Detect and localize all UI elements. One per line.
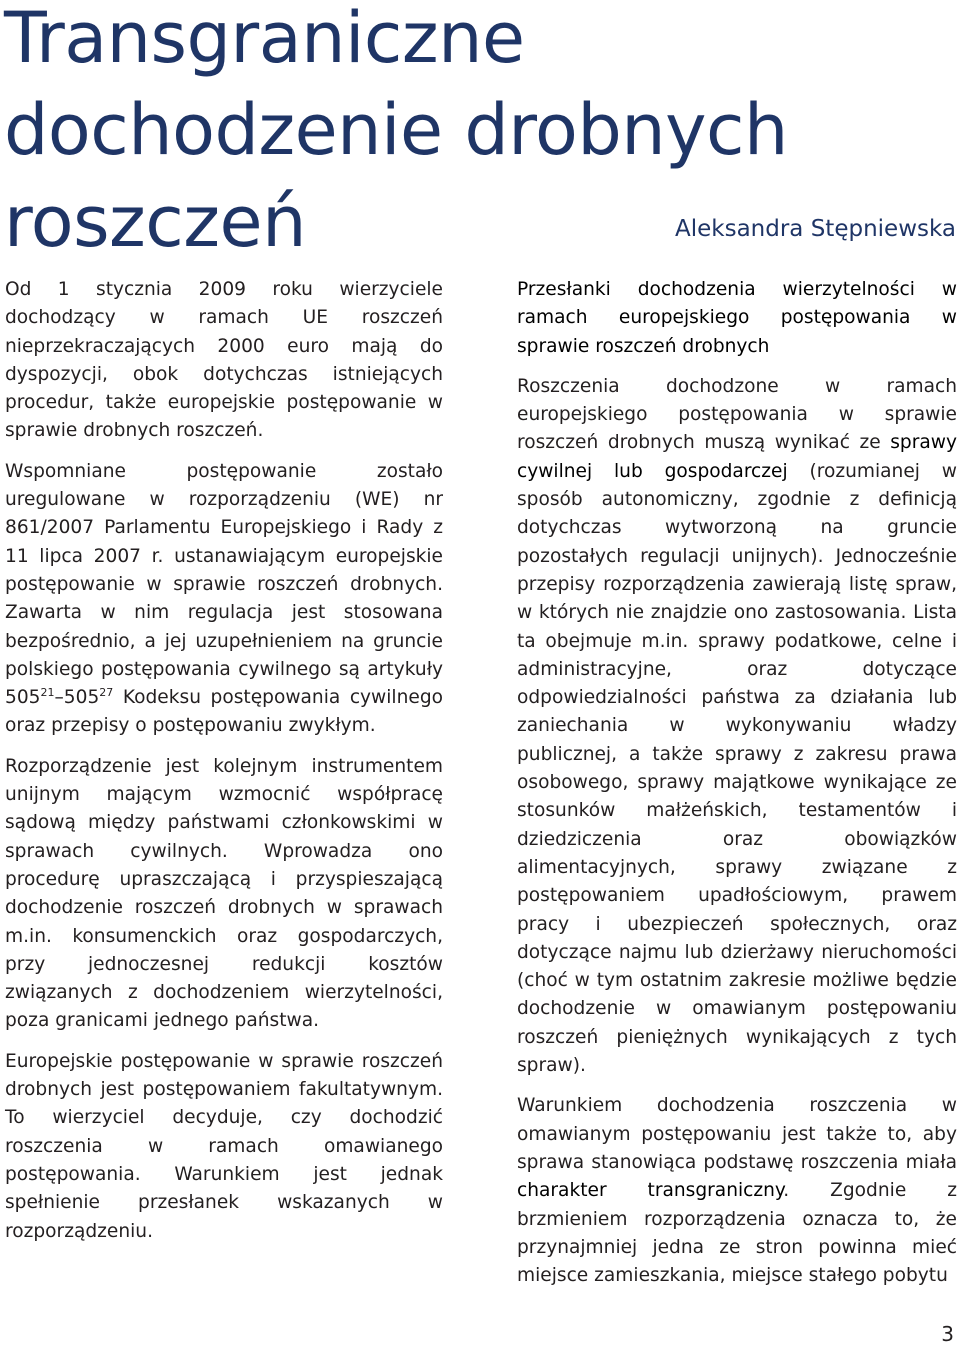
cross-border-emphasis: charakter transgraniczny <box>517 1180 784 1202</box>
instrument-paragraph: Rozporządzenie jest kolejnym instrumentem unijnym mającym wzmocnić współpracę sądową między państwami członkowskimi w sprawach cywilnych. Wprowadza ono procedurę upraszczającą i przyspieszającą dochodzenie roszczeń drobnych w sprawach m.in. konsumenckich oraz gospodarczych, przy jednoczesnej redukcji kosztów związanych z dochodzeniem wierzytelności, poza granicami jednego państwa. <box>5 755 443 1032</box>
regulation-text-end: Kodeksu postępowania cywilnego oraz przepisy o postępowaniu zwykłym. <box>5 687 443 737</box>
civil-matters-emphasis: sprawy cywilnej lub gospodarczej <box>517 432 957 482</box>
page-title: Transgraniczne dochodzenie drobnych roszczeń <box>4 0 788 263</box>
section-heading: Przesłanki dochodzenia wierzytelności w ramach europejskiego postępowania w sprawie roszczeń drobnych <box>517 279 957 357</box>
optional-procedure-paragraph: Europejskie postępowanie w sprawie roszczeń drobnych jest postępowaniem fakultatywnym. To wierzyciel decyduje, czy dochodzić roszczenia w ramach omawianego postępowania. Warunkiem jest jednak spełnienie przesłanek wskazanych w rozporządzeniu. <box>5 1050 443 1242</box>
article-range-text: –505 <box>54 687 100 709</box>
regulation-paragraph <box>5 458 443 741</box>
article-superscript-end: 27 <box>99 686 114 700</box>
civil-matters-text: Roszczenia dochodzone w ramach europejskiego postępowania w sprawie roszczeń drobnych muszą wynikać ze <box>517 375 957 454</box>
cross-border-text-end: . Zgodnie z brzmieniem rozporządzenia oznacza to, że przynajmniej jedna ze stron powinna mieć miejsce zamieszkania, miejsce stałego pobytu <box>517 1180 957 1287</box>
cross-border-text: Warunkiem dochodzenia roszczenia w omawianym postępowaniu jest także to, aby sprawa stanowiąca podstawę roszczenia miała <box>517 1095 957 1173</box>
regulation-text: Wspomniane postępowanie zostało uregulowane w rozporządzeniu (WE) nr 861/2007 Parlamentu Europejskiego i Rady z 11 lipca 2007 r. ustanawiającym europejskie postępowanie w sprawie roszczeń drobnych. Zawarta w nim regulacja jest stosowana bezpośrednio, a jej uzupełnieniem na gruncie polskiego postępowania cywilnego są artykuły 505 <box>5 460 443 709</box>
article-superscript-start: 21 <box>40 686 55 700</box>
civil-matters-text-end: (rozumianej w sposób autonomiczny, zgodnie z definicją dotychczas wytworzoną na gruncie pozostałych regulacji unijnych). Jednocześnie przepisy rozporządzenia zawierają listę spraw, w których nie znajdzie ono zastosowania. Lista ta obejmuje m.in. sprawy podatkowe, celne i administracyjne, oraz dotyczące odpowiedzialności państwa za działania lub zaniechania w wykonywaniu władzy publicznej, a także sprawy z zakresu prawa osobowego, sprawy majątkowe wynikające ze stosunków małżeńskich, testamentów i dziedziczenia oraz obowiązków alimentacyjnych, sprawy związane z postępowaniem upadłościowym, prawem pracy i ubezpieczeń społecznych, oraz dotyczące najmu lub dzierżawy nieruchomości (choć w tym ostatnim zakresie możliwe będzie dochodzenie w omawianym postępowaniu roszczeń pieniężnych wynikających z tych spraw). <box>517 460 957 1077</box>
author-name: Aleksandra Stępniewska <box>675 216 956 242</box>
left-column <box>5 276 443 1258</box>
cross-border-paragraph <box>517 1092 957 1290</box>
intro-paragraph: Od 1 stycznia 2009 roku wierzyciele dochodzący w ramach UE roszczeń nieprzekraczających 2000 euro mają do dyspozycji, obok dotychczas istniejących procedur, także europejskie postępowanie w sprawie drobnych roszczeń. <box>5 279 443 442</box>
page-number: 3 <box>941 1322 954 1346</box>
civil-matters-paragraph <box>517 373 957 1080</box>
right-column <box>517 276 957 1302</box>
